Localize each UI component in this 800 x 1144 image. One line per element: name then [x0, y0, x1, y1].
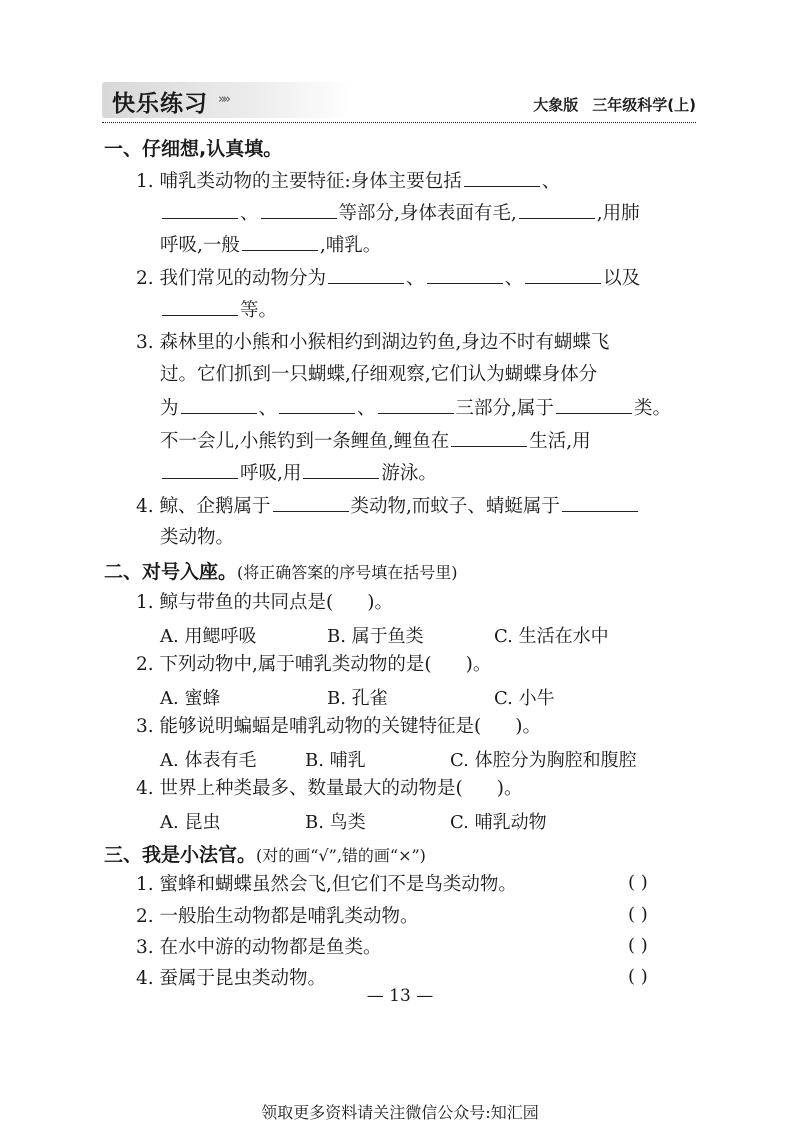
- footer-note: 领取更多资料请关注微信公众号:知汇园: [261, 1103, 539, 1122]
- answer-blank[interactable]: [279, 395, 355, 414]
- mc-question-1: 1. 鲸与带鱼的共同点是( )。: [136, 592, 393, 613]
- page-header: [102, 82, 696, 123]
- q3-line-5: 呼吸,用 游泳。: [160, 460, 437, 487]
- header-book-info: [519, 94, 696, 115]
- section-1-title: 一、仔细想,认真填。: [104, 138, 283, 160]
- q1-line-2: 、 等部分,身体表面有毛, ,用肺: [160, 200, 640, 227]
- mc-question-4: 4. 世界上种类最多、数量最大的动物是( )。: [136, 778, 523, 799]
- q1-line-3: 呼吸,一般 ,哺乳。: [160, 232, 381, 259]
- mc-option-c: C. 体腔分为胸腔和腹腔: [450, 750, 637, 771]
- q1-line-1: 1. 哺乳类动物的主要特征:身体主要包括 、: [136, 168, 560, 195]
- section-2-title: 二、对号入座。(将正确答案的序号填在括号里): [104, 561, 458, 583]
- answer-blank[interactable]: [378, 395, 454, 414]
- answer-blank[interactable]: [162, 200, 238, 219]
- q3-line-2: 过。它们抓到一只蝴蝶,仔细观察,它们认为蝴蝶身体分: [160, 364, 598, 385]
- judge-answer-bracket[interactable]: ( ): [628, 872, 648, 893]
- q3-line-1: 3. 森林里的小熊和小猴相约到湖边钓鱼,身边不时有蝴蝶飞: [136, 332, 610, 353]
- mc-option-c: C. 生活在水中: [494, 626, 609, 647]
- header-title: 快乐练习: [112, 91, 208, 117]
- page-number: — 13 —: [366, 986, 434, 1006]
- section-3-note: (对的画“√”,错的画“×”): [256, 846, 426, 865]
- header-grade: 三年级科学(上): [592, 96, 696, 114]
- answer-blank[interactable]: [261, 200, 337, 219]
- section-2-note: (将正确答案的序号填在括号里): [237, 563, 458, 582]
- answer-blank[interactable]: [427, 265, 503, 284]
- mc-option-b: B. 鸟类: [305, 812, 366, 833]
- section-3-title: 三、我是小法官。(对的画“√”,错的画“×”): [104, 844, 426, 866]
- answer-blank[interactable]: [328, 265, 404, 284]
- answer-blank[interactable]: [242, 232, 318, 251]
- judge-answer-bracket[interactable]: ( ): [628, 904, 648, 925]
- mc-option-c: C. 小牛: [494, 688, 555, 709]
- mc-option-b: B. 属于鱼类: [327, 626, 424, 647]
- judge-item-4: 4. 蚕属于昆虫类动物。: [136, 968, 327, 989]
- mc-question-2: 2. 下列动物中,属于哺乳类动物的是( )。: [136, 654, 492, 675]
- q3-line-4: 不一会儿,小熊钓到一条鲤鱼,鲤鱼在 生活,用: [160, 428, 591, 455]
- answer-blank[interactable]: [273, 493, 349, 512]
- answer-blank[interactable]: [525, 265, 601, 284]
- judge-item-2: 2. 一般胎生动物都是哺乳类动物。: [136, 906, 419, 927]
- q2-line-1: 2. 我们常见的动物分为 、 、 以及: [136, 265, 640, 292]
- mc-option-b: B. 孔雀: [327, 688, 388, 709]
- mc-option-a: A. 用鳃呼吸: [160, 626, 257, 647]
- chevron-right-icon: »»: [218, 92, 228, 107]
- q4-line-1: 4. 鲸、企鹅属于 类动物,而蚊子、蜻蜓属于: [136, 493, 640, 520]
- answer-blank[interactable]: [464, 168, 540, 187]
- mc-question-3: 3. 能够说明蝙蝠是哺乳动物的关键特征是( )。: [136, 716, 541, 737]
- mc-option-a: A. 昆虫: [160, 812, 221, 833]
- judge-item-3: 3. 在水中游的动物都是鱼类。: [136, 937, 382, 958]
- answer-blank[interactable]: [181, 395, 257, 414]
- answer-blank[interactable]: [451, 428, 527, 447]
- judge-answer-bracket[interactable]: ( ): [628, 966, 648, 987]
- header-title-band: [102, 82, 352, 118]
- answer-blank[interactable]: [162, 297, 238, 316]
- mc-option-c: C. 哺乳动物: [450, 812, 547, 833]
- q4-line-2: 类动物。: [160, 527, 235, 548]
- mc-option-a: A. 蜜蜂: [160, 688, 221, 709]
- mc-option-a: A. 体表有毛: [160, 750, 257, 771]
- judge-answer-bracket[interactable]: ( ): [628, 935, 648, 956]
- answer-blank[interactable]: [303, 460, 379, 479]
- q2-line-2: 等。: [160, 297, 277, 324]
- judge-item-1: 1. 蜜蜂和蝴蝶虽然会飞,但它们不是鸟类动物。: [136, 874, 517, 895]
- answer-blank[interactable]: [519, 200, 595, 219]
- q3-line-3: 为 、 、 三部分,属于 类。: [160, 395, 671, 422]
- answer-blank[interactable]: [562, 493, 638, 512]
- header-edition: 大象版: [533, 96, 579, 114]
- answer-blank[interactable]: [162, 460, 238, 479]
- answer-blank[interactable]: [556, 395, 632, 414]
- mc-option-b: B. 哺乳: [305, 750, 366, 771]
